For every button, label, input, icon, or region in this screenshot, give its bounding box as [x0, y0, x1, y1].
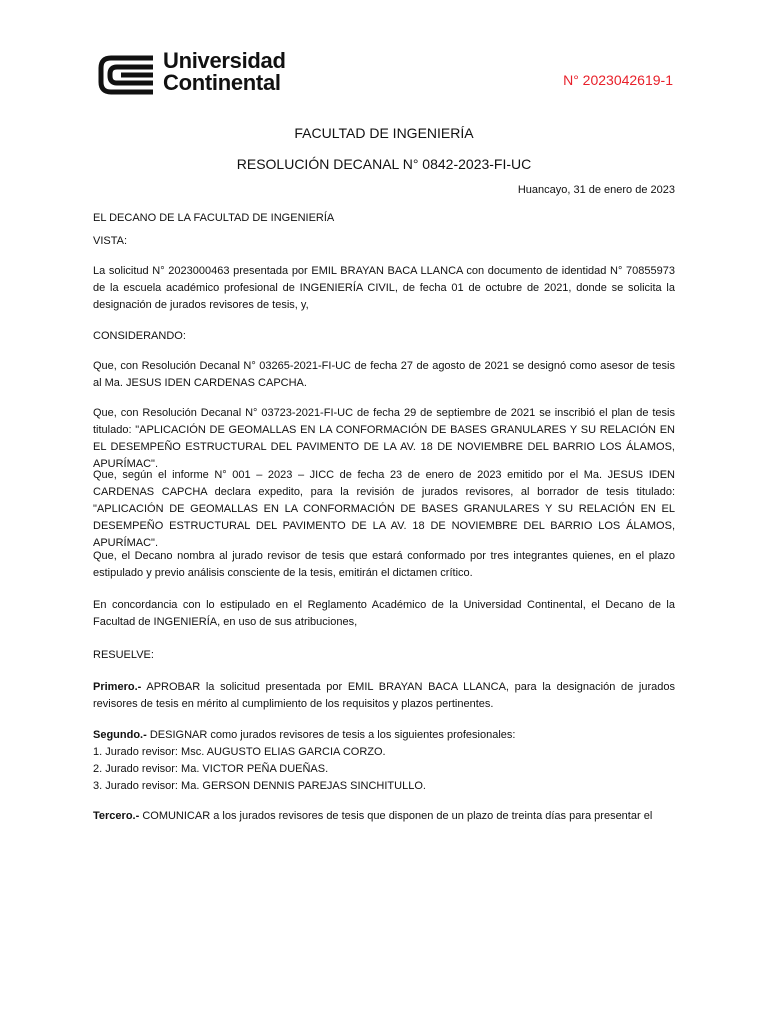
tercero-text: COMUNICAR a los jurados revisores de tesis que disponen de un plazo de treinta días para presentar el [139, 810, 653, 822]
dean-heading: EL DECANO DE LA FACULTAD DE INGENIERÍA [93, 212, 335, 224]
considerando-paragraph-2: Que, con Resolución Decanal N° 03723-2021-FI-UC de fecha 29 de septiembre de 2021 se inscribió el plan de tesis titulado: "APLICACIÓN DE GEOMALLAS EN LA CONFORMACIÓN DE BASES GRANULARES Y SU RELACIÓN EN EL DESEMPEÑO ESTRUCTURAL DEL PAVIMENTO DE LA AV. 18 DE NOVIEMBRE DEL BARRIO LOS ÁLAMOS, APURÍMAC". [93, 407, 675, 470]
considerando-paragraph-3: Que, según el informe N° 001 – 2023 – JICC de fecha 23 de enero de 2023 emitido por el Ma. JESUS IDEN CARDENAS CAPCHA declara expedito, para la revisión de jurados revisores, al borrador de tesis titulado: "APLICACIÓN DE GEOMALLAS EN LA CONFORMACIÓN DE BASES GRANULARES Y SU RELACIÓN EN EL DESEMPEÑO ESTRUCTURAL DEL PAVIMENTO DE LA AV. 18 DE NOVIEMBRE DEL BARRIO LOS ÁLAMOS, APURÍMAC". [93, 469, 675, 549]
jurado-list-item: 1. Jurado revisor: Msc. AUGUSTO ELIAS GARCIA CORZO. [93, 746, 386, 758]
resolution-title: RESOLUCIÓN DECANAL N° 0842-2023-FI-UC [236, 156, 532, 172]
vista-paragraph: La solicitud N° 2023000463 presentada por EMIL BRAYAN BACA LLANCA con documento de identidad N° 70855973 de la escuela académico profesional de INGENIERÍA CIVIL, de fecha 01 de octubre de 2021, donde se solicita la designación de jurados revisores de tesis, y, [93, 265, 675, 311]
logo-line-2: Continental [163, 70, 281, 95]
considerando-paragraph-4: Que, el Decano nombra al jurado revisor de tesis que estará conformado por tres integrantes quienes, en el plazo estipulado y previo análisis consciente de la tesis, emitirán el dictamen crítico. [93, 550, 675, 579]
vista-label: VISTA: [93, 235, 128, 247]
resuelve-label: RESUELVE: [93, 649, 154, 661]
considerando-paragraph-1: Que, con Resolución Decanal N° 03265-2021-FI-UC de fecha 27 de agosto de 2021 se designó como asesor de tesis al Ma. JESUS IDEN CARDENAS CAPCHA. [93, 360, 675, 389]
segundo-label: Segundo.- [93, 729, 147, 741]
tercero-paragraph [93, 808, 675, 825]
segundo-text: DESIGNAR como jurados revisores de tesis a los siguientes profesionales: [146, 729, 516, 741]
tercero-label: Tercero.- [93, 810, 140, 822]
university-logo-text [163, 50, 286, 94]
primero-paragraph [93, 679, 675, 713]
document-number: N° 2023042619-1 [563, 72, 673, 88]
jurado-list-item: 3. Jurado revisor: Ma. GERSON DENNIS PAREJAS SINCHITULLO. [93, 780, 426, 792]
segundo-paragraph [93, 727, 675, 795]
primero-label: Primero.- [93, 681, 142, 693]
document-date: Huancayo, 31 de enero de 2023 [517, 184, 675, 196]
faculty-title: FACULTAD DE INGENIERÍA [294, 125, 474, 141]
uc-logo-icon [97, 54, 155, 96]
logo-line-1: Universidad [163, 48, 286, 73]
jurado-list-item: 2. Jurado revisor: Ma. VICTOR PEÑA DUEÑAS. [93, 763, 329, 775]
considerando-paragraph-5: En concordancia con lo estipulado en el Reglamento Académico de la Universidad Continental, el Decano de la Facultad de INGENIERÍA, en uso de sus atribuciones, [93, 599, 675, 628]
considerando-label: CONSIDERANDO: [93, 330, 186, 342]
primero-text: APROBAR la solicitud presentada por EMIL BRAYAN BACA LLANCA, para la designación de jurados revisores de tesis en mérito al cumplimiento de los requisitos y plazos pertinentes. [93, 681, 675, 710]
